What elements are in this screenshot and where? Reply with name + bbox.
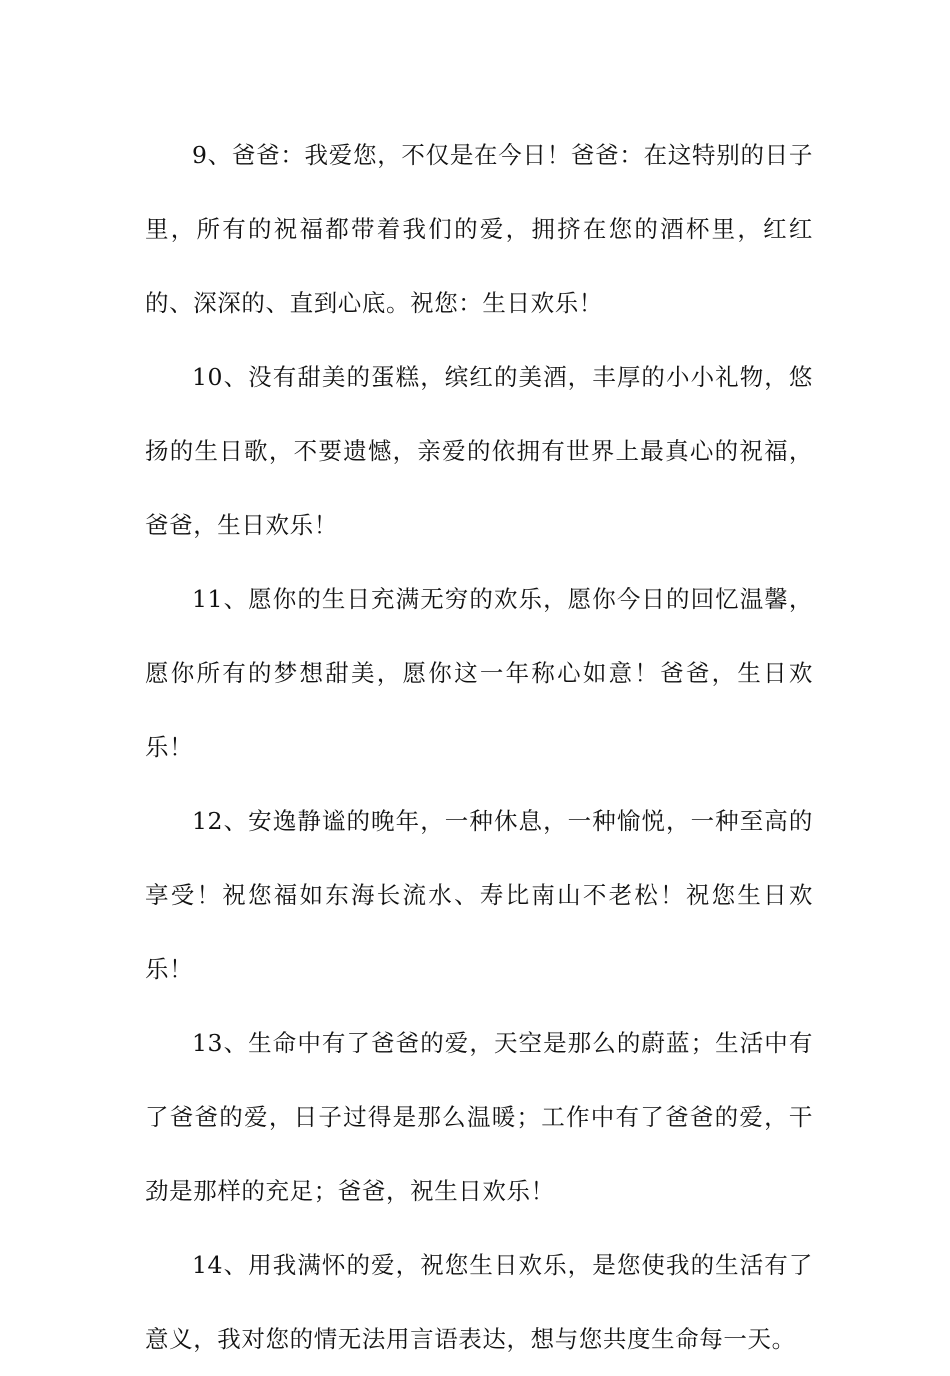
- text-line: 意义，我对您的情无法用言语表达，想与您共度生命每一天。: [145, 1325, 796, 1353]
- document-body: [145, 118, 813, 1376]
- text-line: 劲是那样的充足；爸爸，祝生日欢乐！: [145, 1177, 555, 1205]
- text-line: 13、生命中有了爸爸的爱，天空是那么的蔚蓝；生活中有: [192, 1029, 813, 1057]
- text-line: 扬的生日歌，不要遗憾，亲爱的依拥有世界上最真心的祝福，: [145, 437, 813, 465]
- text-line: 10、没有甜美的蛋糕，缤红的美酒，丰厚的小小礼物，悠: [192, 363, 813, 391]
- text-line: 11、愿你的生日充满无穷的欢乐，愿你今日的回忆温馨，: [192, 585, 813, 613]
- text-line: 深深的、直到心底。祝您：生日欢乐！: [193, 289, 603, 317]
- text-line: 爸爸，生日欢乐！: [145, 511, 338, 539]
- paragraph-9: [145, 118, 813, 340]
- text-line: 12、安逸静谧的晚年，一种休息，一种愉悦，一种至高的: [192, 807, 813, 835]
- paragraph-11: [145, 562, 813, 784]
- paragraph-14: [145, 1228, 813, 1376]
- text-line: 14、用我满怀的爱，祝您生日欢乐，是您使我的生活有了: [192, 1251, 813, 1279]
- text-line: 9、爸爸：我爱您，不仅是在今日！爸爸：在这特别的日子: [192, 141, 813, 169]
- paragraph-13: [145, 1006, 813, 1228]
- text-line: 里，所有的祝福都带着我们的爱，拥挤在您的酒杯里，红红的、: [145, 215, 813, 317]
- text-line: 享受！祝您福如东海长流水、寿比南山不老松！祝您生日欢乐！: [145, 881, 813, 983]
- paragraph-12: [145, 784, 813, 1006]
- text-line: 愿你所有的梦想甜美，愿你这一年称心如意！爸爸，生日欢乐！: [145, 659, 813, 761]
- paragraph-10: [145, 340, 813, 562]
- text-line: 了爸爸的爱，日子过得是那么温暖；工作中有了爸爸的爱，干: [145, 1103, 813, 1131]
